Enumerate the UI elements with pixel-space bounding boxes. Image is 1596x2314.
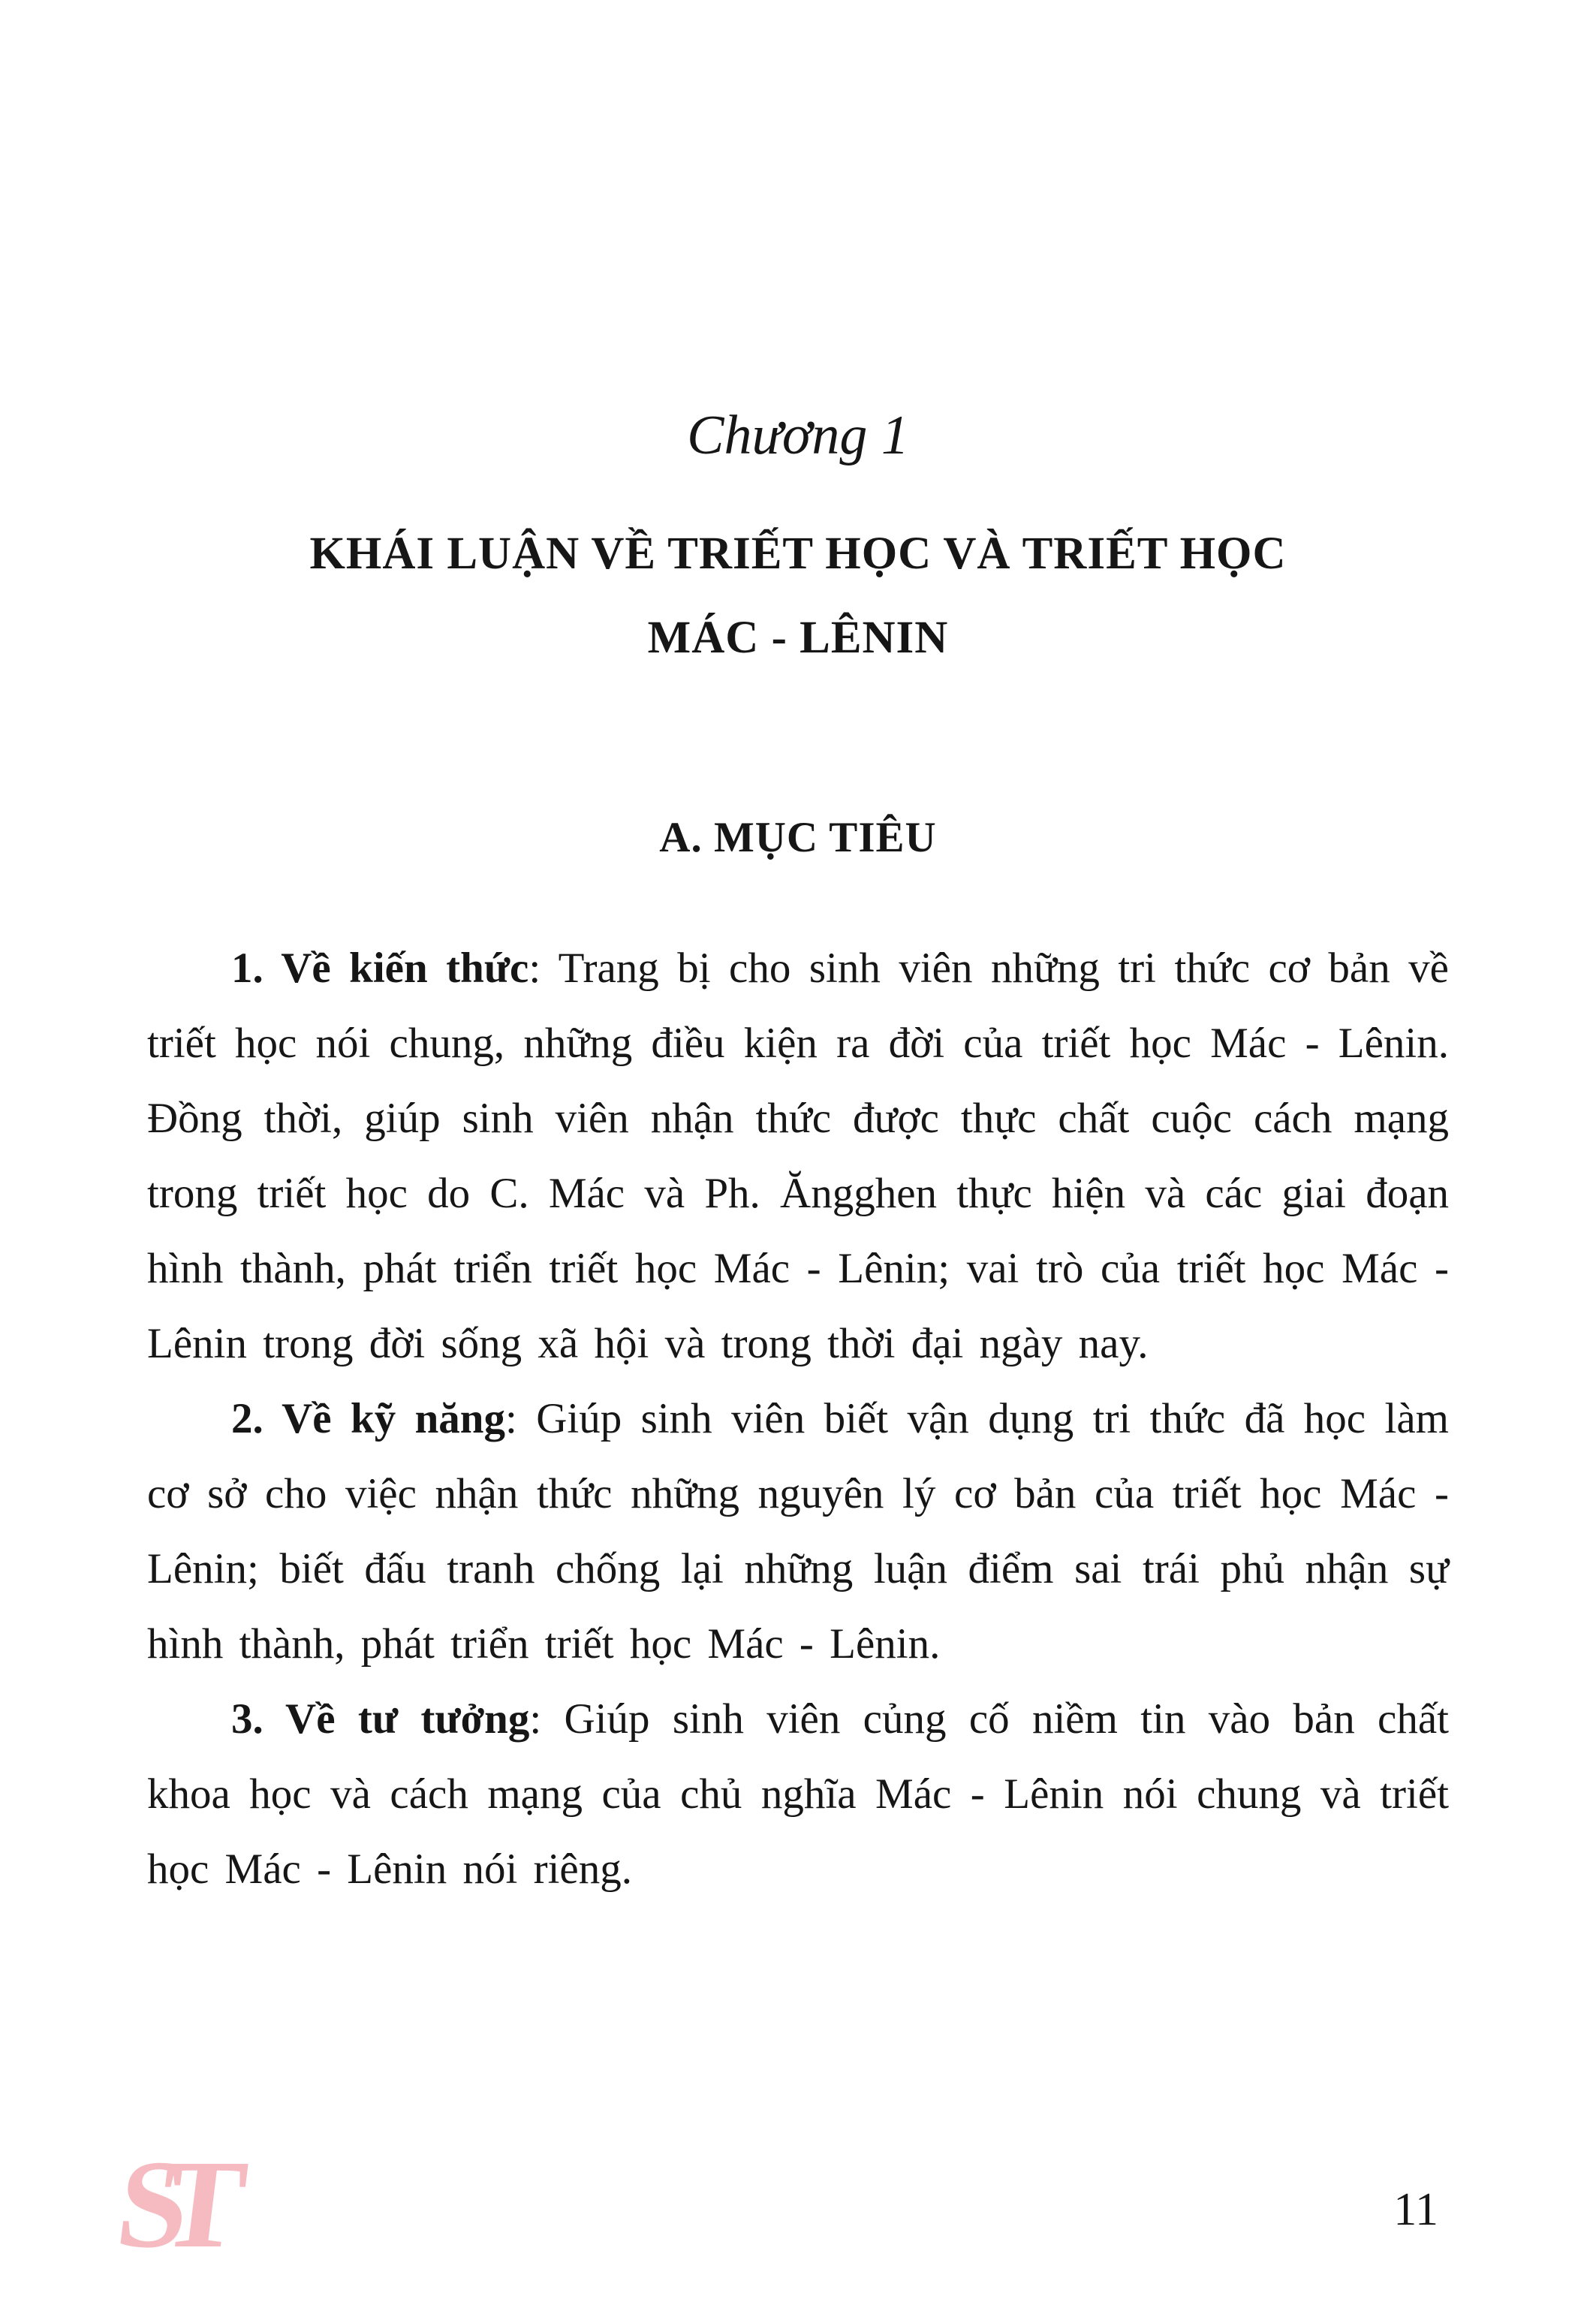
chapter-title-line-1: KHÁI LUẬN VỀ TRIẾT HỌC VÀ TRIẾT HỌC: [309, 529, 1287, 579]
paragraph-label: 2. Về kỹ năng: [231, 1395, 506, 1442]
paragraph-skills: [147, 1381, 1449, 1682]
chapter-label: Chương 1: [687, 405, 909, 466]
chapter-title-line-2: MÁC - LÊNIN: [647, 613, 949, 663]
chapter-title: [0, 512, 1596, 680]
paragraph-label: 1. Về kiến thức: [231, 945, 529, 992]
paragraph-text: : Giúp sinh viên biết vận dụng tri thức đã học làm cơ sở cho việc nhận thức những nguyên lý cơ bản của triết học Mác - Lênin; biết đấu tranh chống lại những luận điểm sai trái phủ nhận sự hình thành, phát triển triết học Mác - Lênin.: [147, 1395, 1449, 1668]
section-heading: A. MỤC TIÊU: [659, 814, 937, 861]
publisher-watermark: ST: [110, 2135, 226, 2274]
paragraph-ideology: [147, 1682, 1449, 1907]
paragraph-knowledge: [147, 931, 1449, 1381]
paragraph-text: : Trang bị cho sinh viên những tri thức cơ bản về triết học nói chung, những điều kiện ra đời của triết học Mác - Lênin. Đồng thời, giúp sinh viên nhận thức được thực chất cuộc cách mạng trong triết học do C. Mác và Ph. Ăngghen thực hiện và các giai đoạn hình thành, phát triển triết học Mác - Lênin; vai trò của triết học Mác - Lênin trong đời sống xã hội và trong thời đại ngày nay.: [147, 945, 1449, 1367]
body-text: [147, 931, 1449, 1907]
page-number: 11: [1393, 2184, 1438, 2235]
paragraph-text: : Giúp sinh viên củng cố niềm tin vào bản chất khoa học và cách mạng của chủ nghĩa Mác - Lênin nói chung và triết học Mác - Lênin nói riêng.: [147, 1695, 1449, 1893]
paragraph-label: 3. Về tư tưởng: [231, 1695, 530, 1743]
